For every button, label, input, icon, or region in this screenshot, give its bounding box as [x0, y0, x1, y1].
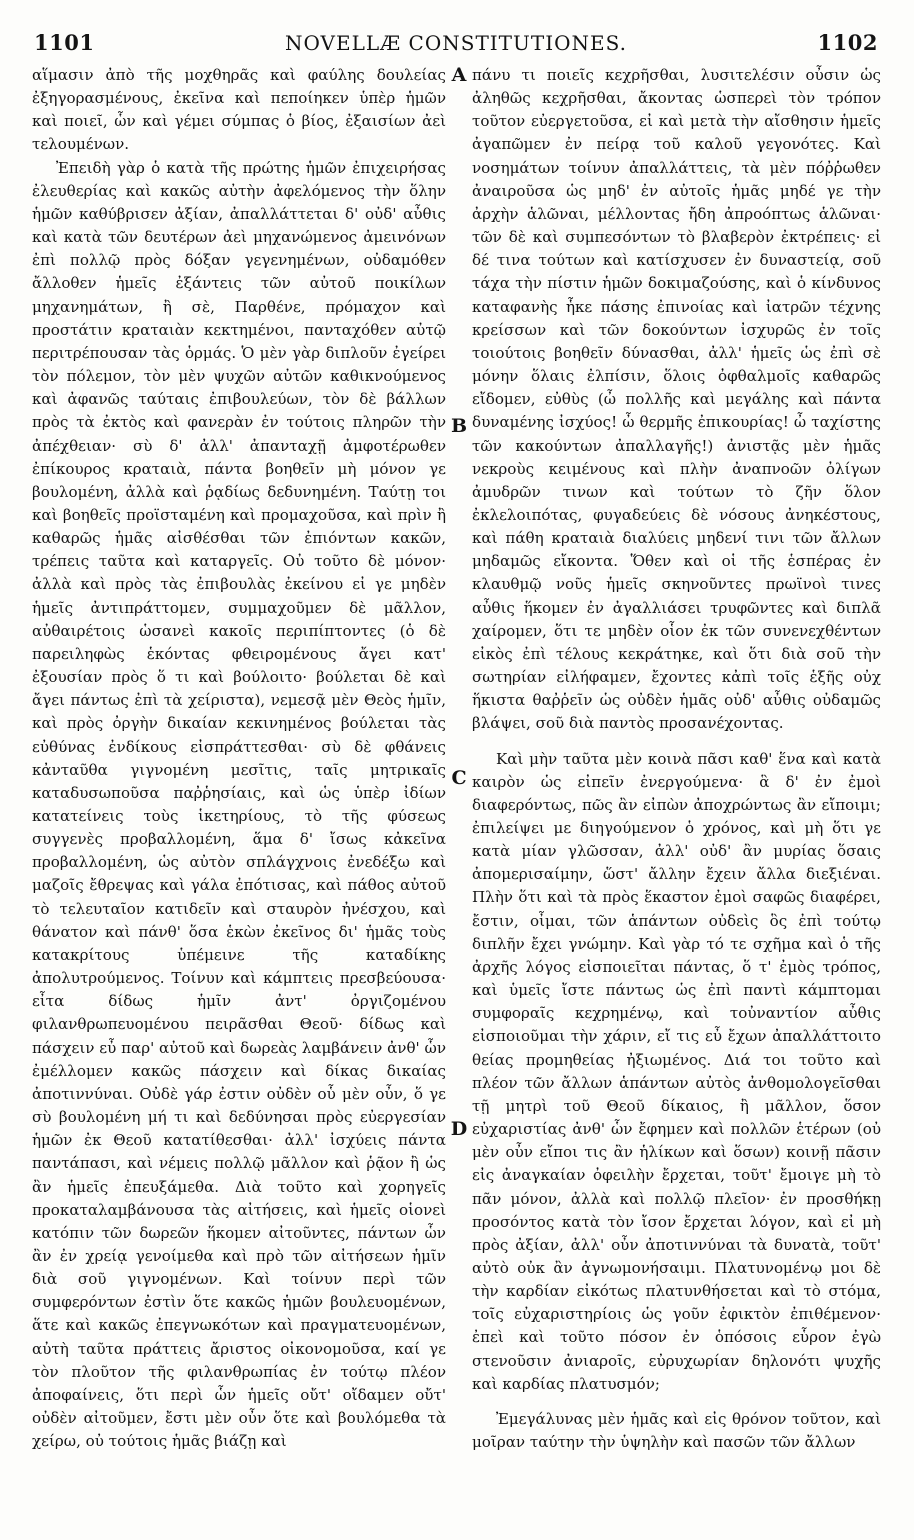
running-title: NOVELLÆ CONSTITUTIONES.: [285, 31, 627, 55]
left-column: [32, 64, 446, 1529]
section-marker-c: C: [451, 767, 467, 789]
section-marker-b: B: [450, 415, 468, 437]
right-paragraph: Καὶ μὴν ταῦτα μὲν κοινὰ πᾶσι καθ' ἕνα καὶ κατὰ καιρὸν ὡς εἰπεῖν ἐνεργούμενα· ἃ δ' ἐν ἐμοὶ διαφερόντως, πῶς ἂν εἰπὼν ἀποχρώντως ἂν εἴποιμι; ἐπιλείψει με διηγούμενον ὁ χρόνος, καὶ μὴ ὅτι γε κατὰ μίαν γλῶσσαν, ἀλλ' οὐδ' ἂν μυρίας ὅσαις ἀπομερισαίμην, ὥστ' ἄλλην ἔχειν ἄλλα διεξιέναι. Πλὴν ὅτι καὶ τὰ πρὸς ἕκαστον ἐμοὶ σαφῶς διαφέρει, ἔστιν, οἶμαι, τῶν ἁπάντων οὐδεὶς ὃς ἐπὶ τούτῳ διπλῆν ἔχει γνώμην. Καὶ γὰρ τό τε σχῆμα καὶ ὁ τῆς ἀρχῆς λόγος εἰσποιεῖται πάντας, ὅ τ' ἐμὸς τρόπος, καὶ ὑμεῖς ἴστε πάντως ὡς ἐπὶ παντὶ κάμπτομαι συμφοραῖς κεχρημένῳ, καὶ τοὐναντίον αὖθις εἰσποιοῦμαι τὴν χάριν, εἴ τις εὖ ἔχων ἀπαλλάττοιτο θείας προμηθείας ἠξιωμένος. Διά τοι τοῦτο καὶ πλέον τῶν ἄλλων ἁπάντων αὐτὸς ἀνθομολογεῖσθαι τῇ μητρὶ τοῦ Θεοῦ δίκαιος, ἢ μᾶλλον, ὅσον εὐχαριστίας ἀνθ' ὧν ἔφημεν καὶ πολλῶν ἑτέρων (οὐ μὲν οὖν εἴποι τις ἂν ἡλίκων καὶ ὅσων) κοινῇ πᾶσιν εἰς ἀναγκαίαν ὀφειλὴν ἔρχεται, τοῦτ' ἔμοιγε μὴ τὸ πᾶν μόνον, ἀλλὰ καὶ πολλῷ πλεῖον· ἐν προσθήκῃ προσόντος κατὰ τὸν ἴσον ἔρχεται λόγον, καὶ εἰ μὴ πρὸς ἀξίαν, ἀλλ' οὖν ἀποτιννύναι τὰ δυνατὰ, τοῦτ' αὐτὸ οὐκ ἂν ἀγνωμονήσαιμι. Πλατυνομένῳ μοι δὲ τὴν καρδίαν εἰκότως πλατυνθήσεται καὶ τὸ στόμα, τοῖς εὐχαριστηρίοις ὡς γοῦν ἐφικτὸν ἐπιθέμενον· ἐπεὶ καὶ τοῦτο πόσον ἐν ὁπόσοις εὗρον ἐγὼ στενοῦσιν ἀνιαροῖς, εὐρυχωρίαν δηλονότι ψυχῆς καὶ καρδίας πλατυσμόν;: [472, 749, 881, 1393]
section-marker-d: D: [450, 1118, 468, 1140]
page-number-left: 1101: [34, 30, 95, 55]
page-number-right: 1102: [817, 30, 878, 55]
running-head: [34, 30, 878, 54]
right-paragraph-final: Ἐμεγάλυνας μὲν ἡμᾶς καὶ εἰς θρόνον τοῦτον, καὶ μοῖραν ταύτην τὴν ὑψηλὴν καὶ πασῶν τῶν ἄλλων: [472, 1409, 881, 1452]
section-marker-a: A: [451, 64, 467, 86]
right-paragraph-continuation: πάνυ τι ποιεῖς κεχρῆσθαι, λυσιτελέσιν οὖσιν ὡς ἀληθῶς κεχρῆσθαι, ἄκοντας ὡσπερεὶ τὸν τρόπον τοῦτον εὐεργετοῦσα, εἰ καὶ μετὰ τὴν αἴσθησιν ἡμεῖς ἀγαπῶμεν ἐν πείρᾳ τοῦ καλοῦ γεγονότες. Καὶ νοσημάτων τοίνυν ἀπαλλάττεις, τὰ μὲν πόῤῥωθεν ἀναιροῦσα ὡς μηδ' ἐν αὐτοῖς ἡμᾶς μηδέ γε τὴν ἀρχὴν ἁλῶναι, μέλλοντας ἤδη ἀπροόπτως ἁλῶναι· τῶν δὲ καὶ συμπεσόντων τὸ βλαβερὸν ἐκτρέπεις· εἰ δέ τινα τούτων καὶ κατίσχυσεν ἐν δυναστείᾳ, σοῦ τάχα τὴν πίστιν ἡμῶν δοκιμαζούσης, καὶ ὁ κίνδυνος καταφανὴς ἧκε πάσης ἐπινοίας καὶ ἰατρῶν τέχνης κρείσσων καὶ τῶν δοκούντων ἰσχυρῶς ἐν τοῖς τοιούτοις βοηθεῖν δύνασθαι, ἀλλ' ἡμεῖς ὡς ἐπὶ σὲ μόνην ὅλαις ἐλπίσιν, ὅλοις ὀφθαλμοῖς καθαρῶς εἴδομεν, εὐθὺς (ὦ πολλῆς καὶ μεγάλης καὶ πάντα δυναμένης ἰσχύος! ὦ θερμῆς ἐπικουρίας! ὦ ταχίστης τῶν κακούντων ἀπαλλαγῆς!) ἀνιστᾷς μὲν ἡμᾶς νεκροὺς κειμένους καὶ πλὴν ἀναπνοῶν ὀλίγων ἀμυδρῶν τινων καὶ τούτων τὸ ζῆν ὅλον ἐκλελοιπότας, φυγαδεύεις δὲ νόσους ἀνηκέστους, καὶ πάθη κραταιὰ διαλύεις μηδενί τινι τῶν ἄλλων μηδαμῶς εἴκοντα. Ὅθεν καὶ οἱ τῆς ἑσπέρας ἐν κλαυθμῷ νοῦς ἡμεῖς σκηνοῦντες πρωϊνοὶ τινες αὖθις ἥκομεν ἐν ἀγαλλιάσει τρυφῶντες καὶ διπλᾶ χαίρομεν, ὅτι τε μηδὲν οἷον ἐκ τῶν συνενεχθέντων εἰκὸς ἐπὶ τέλους κεκράτηκε, καὶ ὅτι διὰ σοῦ τὴν σωτηρίαν εἰλήφαμεν, ἔχοντες κἀπὶ τοῖς ἑξῆς οὐχ ἥκιστα θαῤῥεῖν ὡς οὐδὲν ἡμᾶς οὐδ' αὖθις οὐδαμῶς βλάψει, σοῦ διὰ παντὸς προσανέχοντας.: [472, 66, 881, 733]
left-paragraph: Ἐπειδὴ γὰρ ὁ κατὰ τῆς πρώτης ἡμῶν ἐπιχειρήσας ἐλευθερίας καὶ κακῶς αὐτὴν ἀφελόμενος τὴν ὅλην ἡμῶν καθύβρισεν ἀξίαν, ἀπαλλάττεται δ' οὐδ' αὖθις καὶ κατὰ τῶν δευτέρων ἀεὶ μηχανώμενος ἀμεινόνων ἐπὶ πολλῷ πρὸς δόξαν γεγενημένων, οὐδαμόθεν ἄλλοθεν ἡμεῖς ἐξάντεις τῶν αὐτοῦ ποικίλων μηχανημάτων, ἢ σὲ, Παρθένε, πρόμαχον καὶ προστάτιν κραταιὰν κεκτημένοι, πανταχόθεν αὐτῷ περιτρέπουσαν τὰς ὁρμάς. Ὁ μὲν γὰρ διπλοῦν ἐγείρει τὸν πόλεμον, τὸν μὲν ψυχῶν αὐτῶν καθικνούμενος καὶ ἀφανῶς ταύταις ἐπιβουλεύων, τὸν δὲ βάλλων πρὸς τὰ ἐκτὸς καὶ φανερὰν ἐν τούτοις πληρῶν τὴν ἀπέχθειαν· σὺ δ' ἀλλ' ἀπανταχῇ ἀμφοτέρωθεν ἐπίκουρος κραταιὰ, πάντα βοηθεῖν μὴ μόνον γε βουλομένη, ἀλλὰ καὶ ῥᾳδίως δεδυνημένη. Ταύτῃ τοι καὶ βοηθεῖς προϊσταμένη καὶ προμαχοῦσα, καὶ πρὶν ἢ καθαρῶς ἡμᾶς αἰσθέσθαι τῶν ἐπιόντων κακῶν, τρέπεις ταῦτα καὶ καταργεῖς. Οὐ τοῦτο δὲ μόνον· ἀλλὰ καὶ πρὸς τὰς ἐπιβουλὰς ἐκείνου εἰ γε μηδὲν ἡμεῖς ἀντιπράττομεν, συμμαχοῦμεν δὲ μᾶλλον, αὐθαιρέτοις ὡσανεὶ κακοῖς περιπίπτοντες (ὁ δὲ παρειληφὼς ἑκόντας φθειρομένους ἄγει κατ' ἐξουσίαν πρὸς ὅ τι καὶ βούλοιτο· βούλεται δὲ καὶ ἄγει πάντως ἐπὶ τὰ χείριστα), νεμεσᾷ μὲν Θεὸς ἡμῖν, καὶ πρὸς ὀργὴν δικαίαν κεκινημένος βούλεται τὰς εὐθύνας ἐνδίκους εἰσπράττεσθαι· σὺ δὲ φθάνεις κἀνταῦθα γιγνομένη μεσῖτις, ταῖς μητρικαῖς καταδυσωποῦσα παῤῥησίαις, καὶ ὡς ὑπὲρ ἰδίων κατατείνεις τοὺς ἱκετηρίους, τὸ τῆς φύσεως συγγενὲς προβαλλομένη, ἅμα δ' ἴσως κἀκεῖνα προβαλλομένη, ὡς αὐτὸν σπλάγχνοις ἐνεδέξω καὶ μαζοῖς ἔθρεψας καὶ γάλα ἐπότισας, καὶ πάθος αὐτοῦ τὸ τελευταῖον κατιδεῖν καὶ σταυρὸν ἠνέσχου, καὶ θάνατον καὶ πάνθ' ὅσα ἑκὼν ἐκεῖνος δι' ἡμᾶς τοὺς κατακρίτους ὑπέμεινε τῆς καταδίκης ἀπολυτρούμενος. Τοίνυν καὶ κάμπτεις πρεσβεύουσα· εἶτα δίδως ἡμῖν ἀντ' ὀργιζομένου φιλανθρωπευομένου πειρᾶσθαι Θεοῦ· δίδως καὶ πάσχειν εὖ παρ' αὐτοῦ καὶ δωρεὰς λαμβάνειν ἀνθ' ὧν ἐμέλλομεν κακῶς πάσχειν καὶ δίκας δικαίας ἀποτιννύναι. Οὐδὲ γάρ ἐστιν οὐδὲν οὗ μὲν οὖν, ὅ γε σὺ βουλομένη μή τι καὶ δεδύνησαι πρὸς εὐεργεσίαν ἡμῶν ἐκ Θεοῦ κατατίθεσθαι· ἀλλ' ἰσχύεις πάντα παντάπασι, καὶ νέμεις πολλῷ μᾶλλον καὶ ῥᾷον ἢ ὡς ἂν ἡμεῖς ἐπευξάμεθα. Διὰ τοῦτο καὶ χορηγεῖς προκαταλαμβάνουσα τὰς αἰτήσεις, καὶ ἡμεῖς οἱονεὶ κατόπιν τῶν δωρεῶν ἥκομεν αἰτοῦντες, πάντων ὧν ἂν ἐν χρείᾳ γενοίμεθα καὶ πρὸ τῶν αἰτήσεων ἡμῖν διὰ σοῦ γιγνομένων. Καὶ τοίνυν περὶ τῶν συμφερόντων ἐστὶν ὅτε κακῶς ἡμῶν βουλευομένων, ἅτε καὶ κακῶς ἐπεγνωκότων καὶ πραγματευομένων, αὐτὴ ταῦτα πράττεις ἄριστος οἰκονομοῦσα, καί γε τὸν πλοῦτον τῆς φιλανθρωπίας ἐν τούτῳ πλέον ἀποφαίνεις, ὅτι περὶ ὧν ἡμεῖς οὔτ' οἴδαμεν οὔτ' οὐδὲν αἰτοῦμεν, ἔστι μὲν οὖν ὅτε καὶ βουλόμεθα τὰ χείρω, οὐ τούτοις ἡμᾶς βιάζῃ καὶ: [32, 158, 446, 1451]
right-column: [472, 64, 881, 1529]
left-paragraph-continuation: αἵμασιν ἀπὸ τῆς μοχθηρᾶς καὶ φαύλης δουλείας ἐξηγορασμένους, ἐκεῖνα καὶ πεποίηκεν ὑπὲρ ἡμῶν καὶ ποιεῖ, ὧν καὶ γέμει σύμπας ὁ βίος, ἐξαισίων ἀεὶ τελουμένων.: [32, 66, 446, 154]
